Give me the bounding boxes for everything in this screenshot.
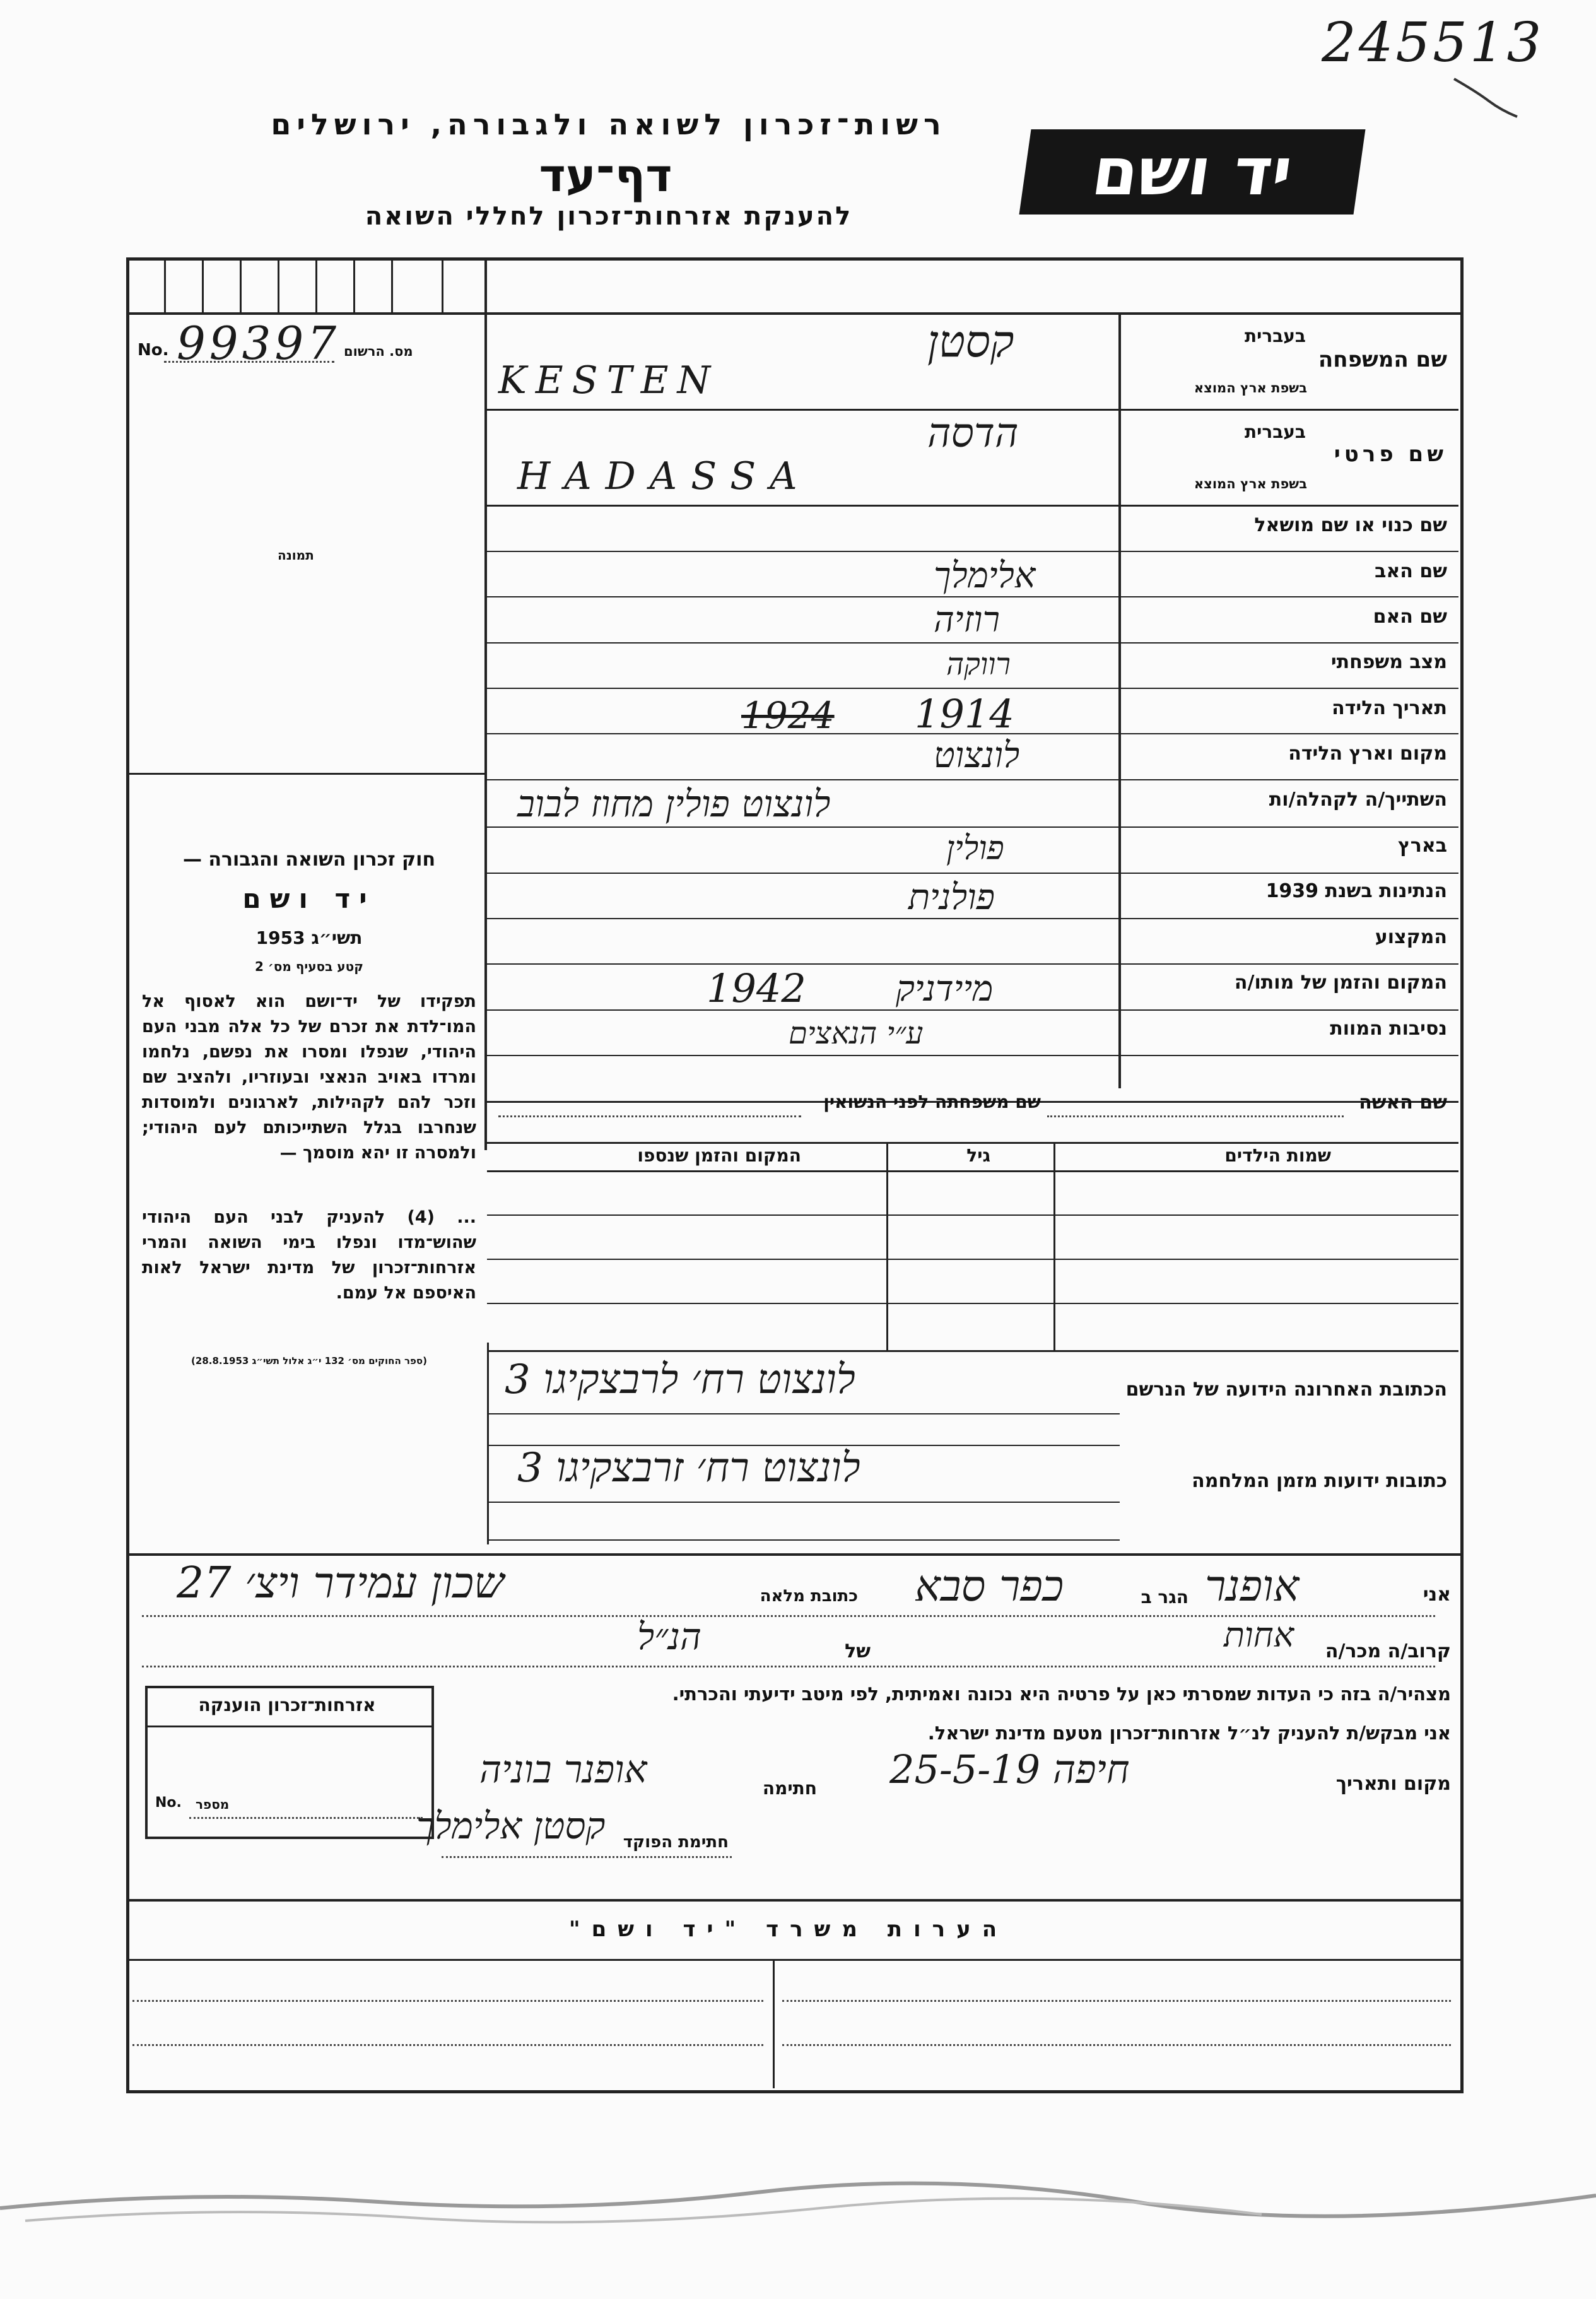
registration-no-label: No. [138, 341, 169, 360]
label-officer-signature: חתימת הפוקד [623, 1833, 729, 1852]
law-item4: ... (4) להעניק לבני העם היהודי שהוש־מדו ונפלו בימי השואה והמרי אזרחות־זכרון של מדינת ישראל לאות האיספם אל עמם. [142, 1208, 477, 1303]
declaration-statement-2: אני מבקש/ת להעניק לנ״ל אזרחות־זכרון מטעם מדינת ישראל. [927, 1722, 1451, 1744]
citizenship-box-no: No. [155, 1795, 182, 1811]
citizenship-box-number-label: מספר [196, 1797, 230, 1812]
label-relation: קרוב/ה מכר/ה [1325, 1640, 1451, 1662]
family-name-hebrew: קסטן [927, 315, 1014, 367]
law-ref: (ספר החוקים מס׳ 132 י״ג אלול תשי״ג 28.8.1953) [191, 1355, 427, 1367]
form-title: דף־עד [539, 149, 672, 202]
label-wartime-address: כתובות ידועות מזמן המלחמה [1192, 1470, 1447, 1492]
law-title: חוק זכרון השואה והגבורה — [182, 849, 436, 871]
law-clause: קטע בסעיף מס׳ 2 [255, 959, 363, 974]
yad-vashem-logo: יד ושם [1019, 129, 1366, 215]
label-nickname: שם כנוי או שם מושאל [1254, 514, 1447, 536]
label-full-address: כתובת מלאה [760, 1587, 858, 1606]
death-place: מיידניק [896, 968, 994, 1009]
label-profession: המקצוע [1375, 926, 1447, 948]
citizenship-box-title: אזרחות־זכרון הוענקה [198, 1695, 376, 1715]
label-wife-maiden: שם משפחתה לפני הנשואין [823, 1091, 1041, 1112]
scan-artifact [0, 2132, 1596, 2259]
label-native-family: בשפת ארץ המוצא [1194, 380, 1307, 396]
label-residing: הגר ב [1141, 1587, 1188, 1608]
label-native-first: בשפת ארץ המוצא [1194, 476, 1307, 491]
wartime-address: לונצוט רח׳ זרבצקיגו 3 [517, 1445, 860, 1491]
country: פולין [946, 830, 1004, 867]
children-header-names: שמות הילדים [1224, 1145, 1331, 1166]
label-signature: חתימה [762, 1778, 817, 1799]
declarant-relation: אחות [1224, 1615, 1294, 1655]
office-notes-title: הערות משרד "יד ושם" [568, 1917, 1009, 1942]
officer-signature: קסטן אלימלך [416, 1804, 606, 1847]
law-text: תפקידו של יד־ושם הוא לאסוף אל המו־לדת את זכרם של כל אלה מבני העם היהודי, שנפלו ומסרו את נפשם, נלחמו ומרדו באויב הנאצי ובעוזריו, ולהציב שם וזכר להם לקהילות, לארגונים ולמוסדות שנחרבו בגלל השתייכותם לעם היהודי; ולמסרה זו יהא מוסמך — [142, 992, 476, 1163]
label-birth-place: מקום וארץ הלידה [1288, 743, 1447, 765]
archive-mark-squiggle [1451, 73, 1520, 123]
label-of: של [845, 1640, 871, 1662]
label-birth-date: תאריך הלידה [1332, 697, 1447, 719]
marital-status: רווקה [946, 647, 1011, 682]
label-hebrew-family: בעברית [1244, 326, 1306, 346]
label-marital: מצב משפחתי [1330, 651, 1447, 673]
declarant-of-name: הנ״ל [637, 1615, 702, 1658]
archive-number: 245513 [1322, 11, 1544, 74]
label-first-name: שם פרטי [1334, 442, 1447, 467]
place-date: חיפה 25-5-19 [889, 1746, 1130, 1792]
citizenship-1939: פולנית [908, 877, 995, 918]
label-family-name: שם המשפחה [1318, 347, 1447, 372]
label-wife: שם האשה [1359, 1091, 1447, 1114]
registration-number: 99397 [177, 317, 341, 370]
photo-label: תמונה [278, 548, 314, 563]
declaration-statement-1: מצהיר/ה בזה כי העדות שמסרתי כאן על פרטיה היא נכונה ואמיתית, לפי מיטב ידיעתי והכרתי. [672, 1683, 1451, 1705]
family-name-native: KESTEN [498, 358, 720, 403]
label-hebrew-first: בעברית [1244, 421, 1306, 442]
declarant-address: שכון עמידר ויצ׳ 27 [177, 1558, 505, 1608]
birth-date-crossed: 1924 [741, 694, 835, 737]
authority-line: רשות־זכרון לשואה ולגבורה, ירושלים [271, 107, 947, 141]
declarant-town: כפר סבא [915, 1561, 1064, 1611]
community: לונצוט פולין מחוז לבוב [517, 782, 831, 825]
label-mother: שם האם [1373, 606, 1447, 628]
first-name-native: HADASSA [517, 454, 811, 498]
last-address: לונצוט רח׳ לרבצקיגו 3 [505, 1356, 855, 1403]
birth-date: 1914 [915, 691, 1014, 737]
father-name: אלימלך [934, 555, 1036, 596]
label-citizenship: הנתינות בשנת 1939 [1265, 880, 1447, 902]
label-i: אני [1423, 1584, 1451, 1606]
mother-name: רוזיה [934, 599, 1000, 640]
label-community: השתייך/ה לקהלה/ות [1269, 789, 1447, 811]
first-name-hebrew: הדסה [927, 410, 1019, 457]
children-header-place: המקום והזמן שנספו [637, 1145, 801, 1166]
signature: אופנר בוניה [479, 1748, 647, 1792]
children-header-age: גיל [966, 1145, 990, 1166]
label-country: בארץ [1397, 835, 1447, 857]
declarant-name: אופנר [1205, 1561, 1300, 1611]
birth-place: לונצוט [934, 735, 1020, 776]
death-circumstances: ע״י הנאצים [789, 1016, 924, 1051]
law-year: תשי״ג 1953 [255, 927, 363, 948]
label-death-place: המקום והזמן של מותו/ה [1234, 972, 1447, 994]
death-year: 1942 [707, 965, 806, 1011]
label-father: שם האב [1375, 560, 1447, 582]
law-name: יד ושם [242, 883, 376, 914]
label-place-date: מקום ותאריך [1335, 1773, 1451, 1795]
form-subtitle: להענקת אזרחות־זכרון לחללי השואה [365, 202, 853, 231]
label-last-address: הכתובת האחרונה הידועה של הנרשם [1125, 1379, 1447, 1401]
registration-label: מס. הרשום [344, 344, 413, 359]
label-death-circumstances: נסיבות המוות [1330, 1018, 1447, 1040]
